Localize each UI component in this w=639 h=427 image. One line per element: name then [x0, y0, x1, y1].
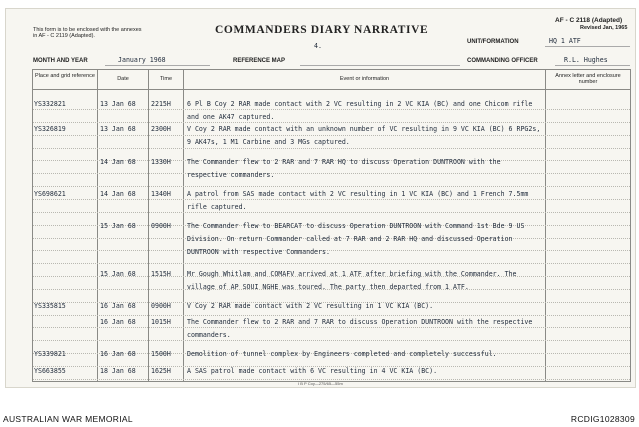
ruled-line: [33, 186, 630, 187]
entry-date: 15 Jan 68: [100, 270, 136, 278]
entry-time: 1330H: [151, 158, 171, 166]
revised-date: Revised Jan, 1965: [580, 25, 628, 31]
commanding-officer-value: R.L. Hughes: [564, 56, 608, 64]
entry-time: 0900H: [151, 302, 171, 310]
ruled-line: [33, 199, 630, 200]
entry-grid-reference: YS663855: [34, 367, 66, 375]
entry-date: 16 Jan 68: [100, 302, 136, 310]
entry-event-text: A patrol from SAS made contact with 2 VC resulting in 1 VC KIA (BC) and 1 French 7.5mm: [187, 190, 529, 198]
entry-event-text: The Commander flew to 2 RAR and 7 RAR to discuss Operation DUNTROON with the respective: [187, 318, 533, 326]
table-top-border: [32, 69, 630, 70]
entry-time: 1515H: [151, 270, 171, 278]
footer-record-id: RCDIG1028309: [570, 414, 635, 424]
ruled-line: [33, 379, 630, 380]
ruled-line: [33, 327, 630, 328]
entry-event-text: The Commander flew to BEARCAT to discuss Operation DUNTROON with Command 1st Bde 9 US: [187, 222, 525, 230]
entry-event-text: Mr Gough Whitlam and COMAFV arrived at 1 ATF after briefing with the Commander. The: [187, 270, 517, 278]
ruled-line: [33, 315, 630, 316]
page-title: COMMANDERS DIARY NARRATIVE: [215, 24, 429, 36]
entry-event-text: commanders.: [187, 330, 231, 339]
unit-label: UNIT/FORMATION: [467, 39, 519, 45]
entry-grid-reference: YS326819: [34, 125, 66, 133]
reference-map-label: REFERENCE MAP: [233, 58, 286, 64]
entry-event-text: 6 Pl B Coy 2 RAR made contact with 2 VC resulting in 2 VC KIA (BC) and one Chicom rifle: [187, 100, 533, 108]
entry-date: 13 Jan 68: [100, 125, 136, 133]
entry-time: 1015H: [151, 318, 171, 326]
entry-time: 0900H: [151, 222, 171, 230]
column-header-date: Date: [117, 76, 129, 82]
column-header-place: Place and grid reference: [35, 73, 95, 79]
entry-date: 18 Jan 68: [100, 367, 136, 375]
column-header-annex: Annex letter and enclosure number: [555, 73, 621, 85]
entry-event-text: A SAS patrol made contact with 6 VC resulting in 4 VC KIA (BC).: [187, 367, 438, 375]
entry-event-text: rifle captured.: [187, 202, 247, 211]
ruled-line: [33, 135, 630, 136]
entry-date: 16 Jan 68: [100, 350, 136, 358]
entry-time: 2300H: [151, 125, 171, 133]
entry-time: 2215H: [151, 100, 171, 108]
entry-grid-reference: YS339821: [34, 350, 66, 358]
ruled-line: [33, 212, 630, 213]
month-value: January 1968: [118, 56, 166, 64]
column-header-time: Time: [159, 76, 173, 82]
ruled-line: [33, 109, 630, 110]
month-label: MONTH AND YEAR: [33, 58, 88, 64]
entry-grid-reference: YS698621: [34, 190, 66, 198]
entry-date: 13 Jan 68: [100, 100, 136, 108]
column-header-event: Event or information: [339, 76, 390, 82]
entry-event-text: and one AK47 captured.: [187, 112, 275, 121]
entry-event-text: Division. On return Commander called at 7 RAR and 2 RAR HQ and discussed Operation: [187, 234, 513, 243]
unit-value: HQ 1 ATF: [549, 37, 581, 45]
ruled-line: [33, 148, 630, 149]
entry-date: 14 Jan 68: [100, 190, 136, 198]
ruled-line: [33, 263, 630, 264]
ruled-line: [33, 340, 630, 341]
entry-event-text: village of AP SOUI NGHE was toured. The party then departed from 1 ATF.: [187, 282, 469, 291]
entry-event-text: V Coy 2 RAR made contact with an unknown number of VC resulting in 9 VC KIA (BC) 6 RPG2s,: [187, 125, 541, 133]
ruled-line: [33, 250, 630, 251]
entry-date: 16 Jan 68: [100, 318, 136, 326]
entry-event-text: V Coy 2 RAR made contact with 2 VC resulting in 1 VC KIA (BC).: [187, 302, 434, 310]
commanding-officer-label: COMMANDING OFFICER: [467, 58, 538, 64]
entry-event-text: respective commanders.: [187, 170, 275, 179]
entry-date: 15 Jan 68: [100, 222, 136, 230]
entry-time: 1500H: [151, 350, 171, 358]
entry-event-text: 9 AK47s, 1 M1 Carbine and 3 MGs captured.: [187, 137, 350, 146]
footer-institution: AUSTRALIAN WAR MEMORIAL: [3, 414, 133, 424]
page-number: 4.: [314, 42, 322, 50]
ruled-line: [33, 122, 630, 123]
entry-grid-reference: YS332821: [34, 100, 66, 108]
entry-event-text: Demolition of tunnel complex by Engineers completed and completely successful.: [187, 350, 497, 358]
entry-time: 1625H: [151, 367, 171, 375]
form-code: AF - C 2118 (Adapted): [555, 17, 623, 24]
entry-event-text: DUNTROON with respective Commanders.: [187, 247, 330, 256]
entry-event-text: The Commander flew to 2 RAR and 7 RAR HQ to discuss Operation DUNTROON with the: [187, 158, 501, 166]
table-header-border: [32, 89, 630, 90]
ruled-line: [33, 173, 630, 174]
printer-imprint: I B P Coy—275/65—55m: [298, 381, 343, 386]
entry-date: 14 Jan 68: [100, 158, 136, 166]
entry-grid-reference: YS335815: [34, 302, 66, 310]
form-note: This form is to be enclosed with the annexes in AF - C 2119 (Adapted).: [33, 27, 142, 39]
entry-time: 1340H: [151, 190, 171, 198]
